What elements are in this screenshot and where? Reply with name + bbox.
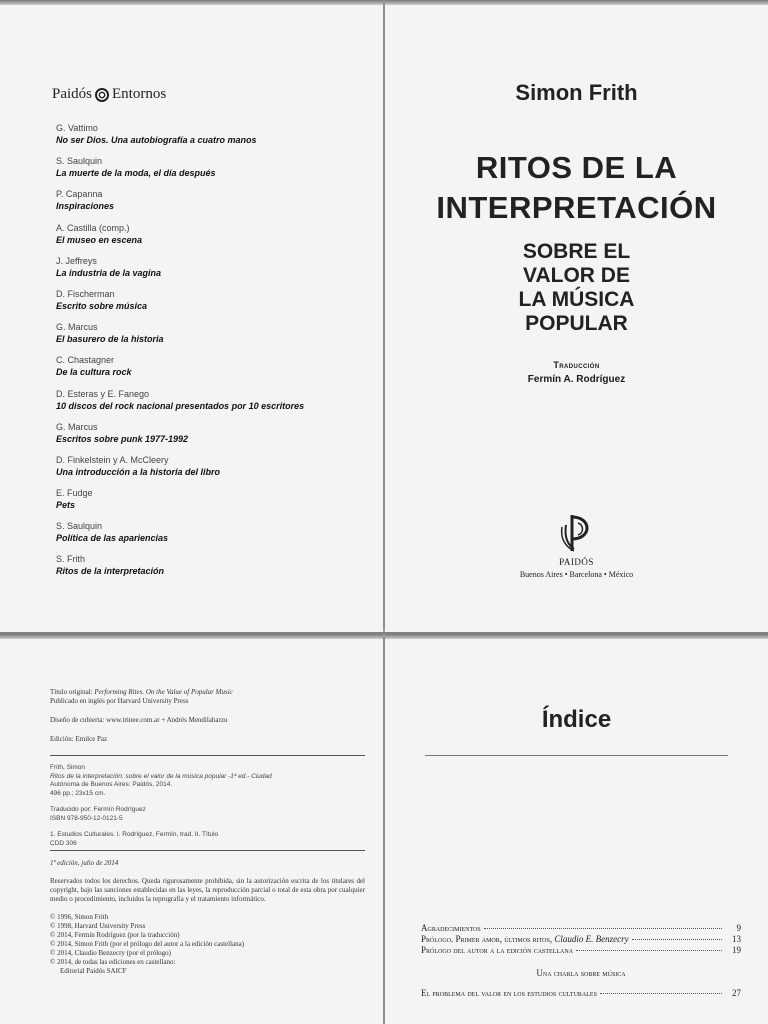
copyright-line: © 1996, Simon Frith [50, 913, 109, 921]
toc-leader [600, 993, 722, 994]
catalog-line: CDD 306 [50, 839, 77, 847]
catalog-line: Frith, Simon [50, 764, 86, 771]
toc-page-number: 13 [732, 934, 741, 944]
toc-entry[interactable] [421, 945, 741, 956]
toc-entry-label: Agradecimientos [421, 923, 481, 933]
copyright-list [50, 913, 365, 976]
page-top-edge [0, 0, 383, 5]
book-title: Política de las apariencias [56, 533, 169, 544]
book-title: El museo en escena [56, 234, 143, 245]
divider [50, 850, 365, 851]
catalog-line: 1. Estudios Culturales. I. Rodríguez, Fermín, trad. II. Título [50, 831, 219, 838]
list-item [56, 488, 376, 521]
book-author: S. Frith [56, 554, 86, 565]
list-item [56, 455, 376, 488]
first-edition: 1ª edición, julio de 2014 [50, 859, 119, 867]
subtitle-line: SOBRE EL [522, 240, 631, 263]
translator-name: Fermín A. Rodríguez [527, 374, 626, 385]
book-author: E. Fudge [56, 488, 93, 499]
list-item [56, 322, 376, 355]
index-heading: Índice [541, 706, 612, 733]
list-item [56, 554, 376, 587]
title-line: INTERPRETACIÓN [436, 190, 717, 225]
copyright-line: © 2014, Claudio Benzecry (por el prólogo) [50, 949, 171, 957]
list-item [56, 389, 376, 422]
publisher-cities: Buenos Aires • Barcelona • México [519, 570, 634, 579]
copyright-line: © 2014, Fermín Rodríguez (por la traducción) [50, 931, 180, 939]
title-page [385, 0, 768, 632]
book-title: 10 discos del rock nacional presentados por 10 escritores [56, 400, 305, 411]
published-in: Publicado en inglés por Harvard University Press [50, 697, 189, 705]
book-subtitle [385, 240, 768, 336]
publisher-name: PAIDÓS [559, 557, 594, 567]
catalog-line: Traducido por: Fermín Rodríguez [50, 806, 146, 813]
list-item [56, 521, 376, 554]
page-top-edge [385, 634, 768, 639]
book-title: La muerte de la moda, el día después [56, 168, 216, 179]
toc-section-title: Una charla sobre música [536, 968, 626, 978]
book-author: P. Capanna [56, 189, 103, 200]
page-top-edge [0, 634, 383, 639]
rights-notice: Reservados todos los derechos. Queda rigurosamente prohibida, sin la autorización escrita de los titulares del copyright, bajo las sanciones establecidas en las leyes, la reproducción parcial o total de esta obra por cualquier medio o procedimiento, incluidos la reprografía y el tratamiento informático. [50, 877, 365, 903]
book-author: C. Chastagner [56, 355, 115, 366]
list-item [56, 355, 376, 388]
page-top-edge [385, 0, 768, 5]
book-title: Pets [56, 500, 76, 511]
catalog-line: ISBN 978-950-12-0121-5 [50, 814, 123, 822]
series-brand: Paidós [52, 86, 93, 102]
book-title: Inspiraciones [56, 201, 115, 212]
toc-leader [576, 950, 722, 951]
original-title: Performing Rites. On the Value of Popular Music [94, 688, 233, 696]
book-author: D. Fischerman [56, 288, 115, 299]
series-name: Entornos [112, 86, 167, 102]
toc-leader [632, 939, 722, 940]
toc-entry-label: El problema del valor en los estudios culturales [421, 988, 597, 998]
list-item [56, 289, 376, 322]
book-title: La industria de la vagina [56, 267, 162, 278]
book-title: Una introducción a la historia del libro [56, 466, 221, 477]
original-title-label: Título original: [50, 688, 95, 696]
table-of-contents [421, 923, 741, 999]
toc-entry-label: Prólogo. Primer amor, últimos ritos, [421, 934, 553, 944]
original-title-line [50, 688, 365, 697]
list-item [56, 189, 376, 222]
divider [425, 755, 728, 756]
list-item [56, 256, 376, 289]
book-title: De la cultura rock [56, 367, 132, 378]
catalog-line: 496 pp.; 23x15 cm. [50, 789, 106, 797]
book-author: G. Marcus [56, 322, 98, 333]
catalog-line: Ritos de la interpretación: sobre el valor de la música popular -1ª ed.- Ciudad [50, 772, 272, 780]
translation-label: Traducción [553, 360, 600, 370]
book-author: G. Marcus [56, 421, 98, 432]
paidos-logo-icon [95, 88, 109, 102]
toc-entry-label: Prólogo del autor a la edición castellana [421, 945, 574, 955]
book-author: A. Castilla (comp.) [56, 222, 130, 233]
series-header [52, 86, 166, 103]
divider [50, 755, 365, 756]
cover-design: Diseño de cubierta: www.trinee.com.ar + Andrés Mendilaharzu [50, 716, 228, 724]
subtitle-line: LA MÚSICA [518, 288, 635, 311]
book-title: Ritos de la interpretación [56, 566, 165, 577]
copyright-line: Editorial Paidós SAICF [60, 967, 127, 975]
title-line: RITOS DE LA [475, 150, 678, 185]
book-author: J. Jeffreys [56, 255, 97, 266]
toc-entry[interactable] [421, 988, 741, 999]
book-list [56, 123, 376, 588]
book-author: S. Saulquin [56, 521, 103, 532]
book-author: D. Esteras y E. Fanego [56, 388, 150, 399]
series-page [0, 0, 383, 632]
book-author: D. Finkelstein y A. McCleery [56, 454, 169, 465]
toc-entry[interactable] [421, 934, 741, 945]
toc-leader [484, 928, 722, 929]
toc-page-number: 19 [732, 945, 741, 955]
list-item [56, 223, 376, 256]
book-title: El basurero de la historia [56, 334, 164, 345]
book-author-name: Simon Frith [515, 80, 638, 105]
toc-entry[interactable] [421, 923, 741, 934]
list-item [56, 123, 376, 156]
index-page [385, 634, 768, 1024]
subtitle-line: POPULAR [525, 312, 628, 335]
catalog-line: Autónoma de Buenos Aires: Paidós, 2014. [50, 781, 173, 788]
list-item [56, 422, 376, 455]
catalog-record [50, 764, 365, 848]
book-title: Escrito sobre música [56, 300, 148, 311]
toc-page-number: 9 [736, 923, 741, 933]
toc-page-number: 27 [732, 988, 741, 998]
list-item [56, 156, 376, 189]
edition-credit: Edición: Emilce Paz [50, 735, 108, 743]
book-author: S. Saulquin [56, 156, 103, 167]
copyright-page [0, 634, 383, 1024]
book-title [385, 148, 768, 228]
copyright-line: © 2014, de todas las ediciones en castellano: [50, 958, 176, 966]
copyright-line: © 1998, Harvard University Press [50, 922, 146, 930]
book-author: G. Vattimo [56, 123, 98, 133]
subtitle-line: VALOR DE [523, 264, 630, 287]
paidos-publisher-logo-icon [554, 511, 598, 555]
credits-block [50, 688, 365, 976]
book-title: Escritos sobre punk 1977-1992 [56, 433, 189, 444]
book-title: No ser Dios. Una autobiografía a cuatro manos [56, 135, 257, 145]
copyright-line: © 2014, Simon Frith (por el prólogo del autor a la edición castellana) [50, 940, 245, 948]
toc-entry-author: Claudio E. Benzecry [554, 934, 629, 944]
